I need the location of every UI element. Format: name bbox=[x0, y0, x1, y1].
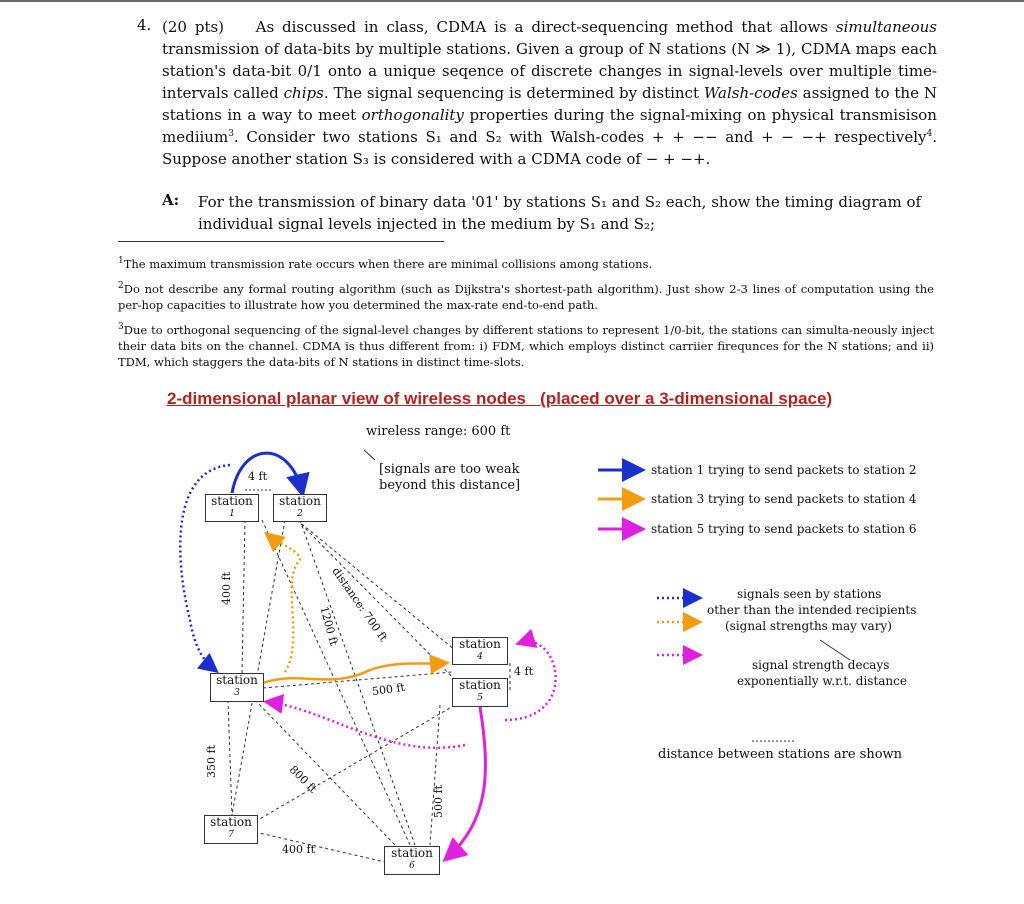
dist-2-5-value: 700 ft bbox=[360, 609, 390, 644]
q-sup3: 3 bbox=[228, 129, 234, 139]
station-7 bbox=[204, 815, 258, 844]
station-2-label: station bbox=[279, 494, 321, 508]
edge-3-6 bbox=[255, 700, 395, 845]
q-line6: . Consider two stations S₁ and S₂ with Walsh-codes + + −− and + − −+ respectively bbox=[233, 128, 927, 146]
fn1-mark: 1 bbox=[118, 256, 124, 267]
orange-dotted-arc bbox=[268, 535, 300, 672]
q-sup4: 4 bbox=[926, 129, 933, 139]
dist-4-5: 4 ft bbox=[514, 665, 533, 678]
fn3-mark: 3 bbox=[118, 322, 124, 333]
q-line2: transmission of data-bits by multiple stations. Given a group of N stations (N ≫ 1), CDMA maps each station's data-bit 0/1 onto a unique seqence of discrete changes in signal-levels over multiple time-intervals called bbox=[162, 40, 937, 102]
dist-1-3: 400 ft bbox=[220, 572, 233, 605]
range-pointer bbox=[364, 450, 375, 460]
station-2 bbox=[273, 494, 327, 522]
fn3-text: Due to orthogonal sequencing of the signal-level changes by different stations to represent 1/0-bit, the stations can simulta-neously inject their data bits on the channel. CDMA is thus different from: i) FDM, which employs distinct carriier firequnces for the N stations; and ii) TDM, which staggers the data-bits of N stations in distinct time-slots. bbox=[118, 323, 934, 369]
legend-decay-2: exponentially w.r.t. distance bbox=[737, 674, 907, 688]
station-7-label: station bbox=[210, 815, 252, 829]
legend-seen-3: (signal strengths may vary) bbox=[725, 619, 892, 633]
legend-decay-pointer bbox=[820, 640, 850, 660]
dist-5-6: 500 ft bbox=[432, 785, 445, 818]
magenta-dotted-right bbox=[505, 642, 556, 720]
edge-1-3 bbox=[242, 520, 245, 673]
station-2-num: 2 bbox=[297, 509, 303, 519]
station-3-num: 3 bbox=[234, 688, 240, 698]
q-intro: As discussed in class, CDMA is a direct-sequencing method that allows bbox=[255, 18, 829, 36]
station-6-num: 6 bbox=[409, 861, 415, 871]
answer-label: A: bbox=[162, 191, 180, 209]
station-6 bbox=[384, 846, 440, 875]
fn2-mark: 2 bbox=[118, 281, 124, 292]
fn1-text: The maximum transmission rate occurs when there are minimal collisions among stations. bbox=[123, 257, 653, 271]
dist-3-6: 800 ft bbox=[286, 763, 320, 796]
q-line4: assigned to the N stations in a way to meet bbox=[162, 84, 937, 124]
station-7-num: 7 bbox=[228, 830, 234, 840]
question-points: (20 pts) bbox=[162, 18, 225, 36]
legend-seen-2: other than the intended recipients bbox=[707, 603, 917, 617]
figure-title: 2-dimensional planar view of wireless nodes (placed over a 3-dimensional space) bbox=[167, 389, 833, 408]
answer-text: For the transmission of binary data '01' by stations S₁ and S₂ each, show the timing diagram of individual signal levels injected in the medium by S₁ and S₂; bbox=[198, 193, 922, 233]
dist-1-2: 4 ft bbox=[248, 470, 267, 483]
q-line7: . Suppose another station S₃ is considered with a CDMA code of − + −+. bbox=[162, 128, 937, 168]
q-chips: chips bbox=[283, 84, 324, 102]
q-line3: . The signal sequencing is determined by distinct bbox=[323, 84, 699, 102]
legend-blue-text: station 1 trying to send packets to station 2 bbox=[651, 463, 917, 477]
fn2-text: Do not describe any formal routing algorithm (such as Dijkstra's shortest-path algorithm). Just show 2-3 lines of computation using the per-hop capacities to illustrate how you determined the max-rate end-to-end path. bbox=[118, 282, 934, 312]
station-1-label: station bbox=[211, 494, 253, 508]
station-5-label: station bbox=[459, 678, 501, 692]
dist-1-6: 1200 ft bbox=[317, 605, 341, 647]
question-number: 4. bbox=[137, 16, 152, 34]
edge-5-6 bbox=[430, 705, 440, 845]
q-line5: properties during the signal-mixing on physical transmisison mediium bbox=[162, 106, 937, 146]
station-5-num: 5 bbox=[477, 693, 483, 703]
edge-5-7 bbox=[258, 705, 455, 820]
q-simultaneous: simultaneous bbox=[835, 18, 937, 36]
station-5 bbox=[452, 678, 508, 707]
station-3-label: station bbox=[216, 673, 258, 687]
station-6-label: station bbox=[391, 846, 433, 860]
wireless-range: wireless range: 600 ft bbox=[366, 424, 511, 439]
dist-3-7: 350 ft bbox=[205, 745, 218, 778]
legend-magenta-text: station 5 trying to send packets to station 6 bbox=[651, 522, 917, 536]
legend-orange-text: station 3 trying to send packets to station 4 bbox=[651, 492, 917, 506]
edge-7-6 bbox=[255, 832, 385, 862]
edge-3-7 bbox=[228, 700, 232, 815]
blue-arrow-1-2 bbox=[232, 453, 302, 493]
station-1-num: 1 bbox=[229, 509, 235, 519]
weak-note-1: [signals are too weak bbox=[379, 462, 520, 477]
legend-distance: distance between stations are shown bbox=[658, 747, 903, 762]
dist-3-4: 500 ft bbox=[371, 680, 406, 699]
station-4-label: station bbox=[459, 637, 501, 651]
station-3 bbox=[210, 673, 264, 702]
station-4 bbox=[452, 637, 508, 665]
weak-note-2: beyond this distance] bbox=[379, 478, 521, 493]
magenta-arrow-5-6 bbox=[447, 707, 485, 858]
q-orthogonality: orthogonality bbox=[361, 106, 464, 124]
station-1 bbox=[205, 494, 259, 522]
legend-decay-1: signal strength decays bbox=[752, 658, 890, 672]
station-4-num: 4 bbox=[477, 652, 483, 662]
edge-2-7 bbox=[232, 520, 285, 815]
q-walsh: Walsh-codes bbox=[703, 84, 798, 102]
dist-2-5-prefix: distance: bbox=[329, 565, 372, 617]
legend-seen-1: signals seen by stations bbox=[737, 587, 882, 601]
dist-7-6: 400 ft bbox=[282, 843, 315, 856]
